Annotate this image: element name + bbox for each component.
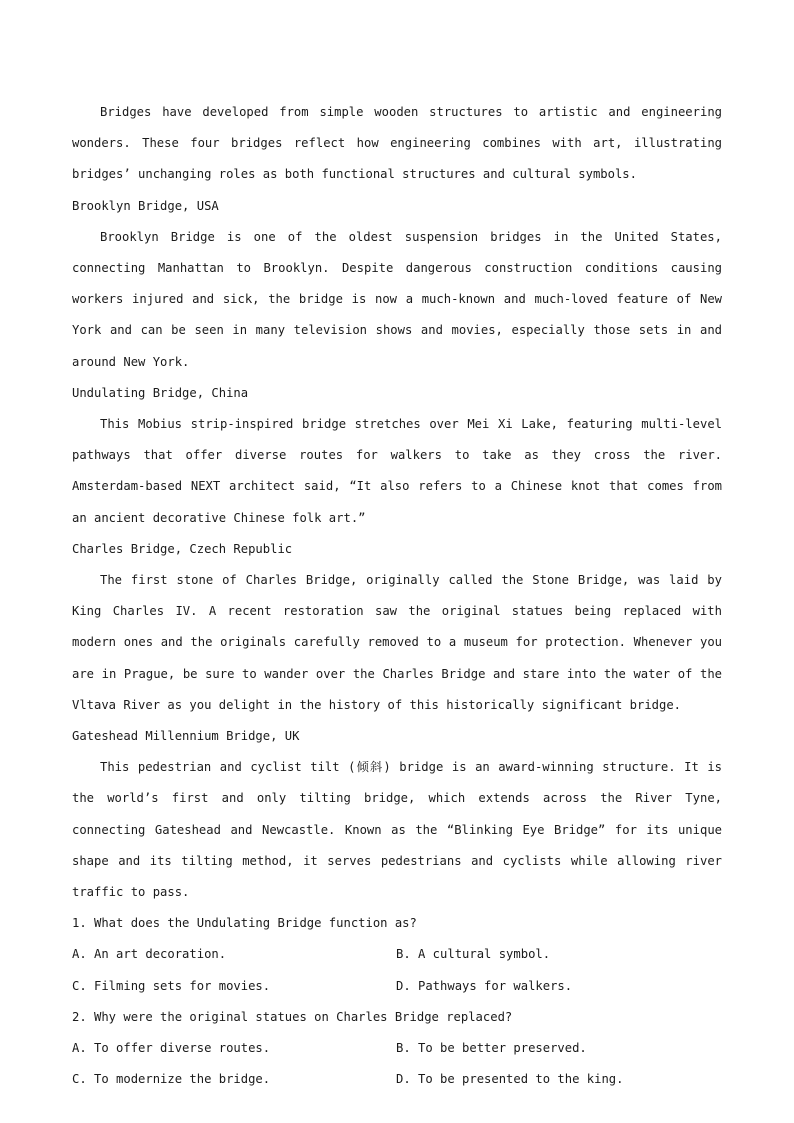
- question-1-stem: 1. What does the Undulating Bridge function as?: [72, 916, 417, 931]
- question-1-option-d: D. Pathways for walkers.: [396, 978, 573, 993]
- section-heading-brooklyn: Brooklyn Bridge, USA: [72, 198, 219, 213]
- reading-passage: [72, 97, 722, 1096]
- question-2-option-a: A. To offer diverse routes.: [72, 1041, 271, 1056]
- section-text-charles: The first stone of Charles Bridge, originally called the Stone Bridge, was laid by King Charles IV. A recent restoration saw the original statues being replaced with modern ones and the originals carefully removed to a museum for protection. Whenever you are in Prague, be sure to wander over the Charles Bridge and stare into the water of the Vltava River as you delight in the history of this historically significant bridge.: [72, 573, 722, 712]
- question-2-option-b: B. To be better preserved.: [396, 1041, 587, 1056]
- section-text-gateshead: This pedestrian and cyclist tilt (倾斜) bridge is an award-winning structure. It is the world’s first and only tilting bridge, which extends across the River Tyne, connecting Gateshead and Newcastle. Known as the “Blinking Eye Bridge” for its unique shape and its tilting method, it serves pedestrians and cyclists while allowing river traffic to pass.: [72, 760, 722, 900]
- question-1-option-a: A. An art decoration.: [72, 947, 227, 962]
- section-heading-gateshead: Gateshead Millennium Bridge, UK: [72, 729, 300, 744]
- section-text-undulating: This Mobius strip-inspired bridge stretches over Mei Xi Lake, featuring multi-level pathways that offer diverse routes for walkers to take as they cross the river. Amsterdam-based NEXT architect said, “It also refers to a Chinese knot that comes from an ancient decorative Chinese folk art.”: [72, 417, 722, 525]
- section-text-brooklyn: Brooklyn Bridge is one of the oldest suspension bridges in the United States, connecting Manhattan to Brooklyn. Despite dangerous construction conditions causing workers injured and sick, the bridge is now a much-known and much-loved feature of New York and can be seen in many television shows and movies, especially those sets in and around New York.: [72, 229, 722, 369]
- question-1-option-b: B. A cultural symbol.: [396, 947, 551, 962]
- question-2-option-c: C. To modernize the bridge.: [72, 1072, 271, 1087]
- intro-paragraph: Bridges have developed from simple wooden structures to artistic and engineering wonders. These four bridges reflect how engineering combines with art, illustrating bridges’ unchanging roles as both functional structures and cultural symbols.: [72, 105, 722, 182]
- question-2-options: [72, 1033, 722, 1095]
- question-2-stem: 2. Why were the original statues on Charles Bridge replaced?: [72, 1009, 513, 1024]
- question-1-option-c: C. Filming sets for movies.: [72, 978, 271, 993]
- question-2-option-d: D. To be presented to the king.: [396, 1072, 624, 1087]
- section-heading-charles: Charles Bridge, Czech Republic: [72, 541, 293, 556]
- question-1-options: [72, 939, 722, 1001]
- section-heading-undulating: Undulating Bridge, China: [72, 385, 249, 400]
